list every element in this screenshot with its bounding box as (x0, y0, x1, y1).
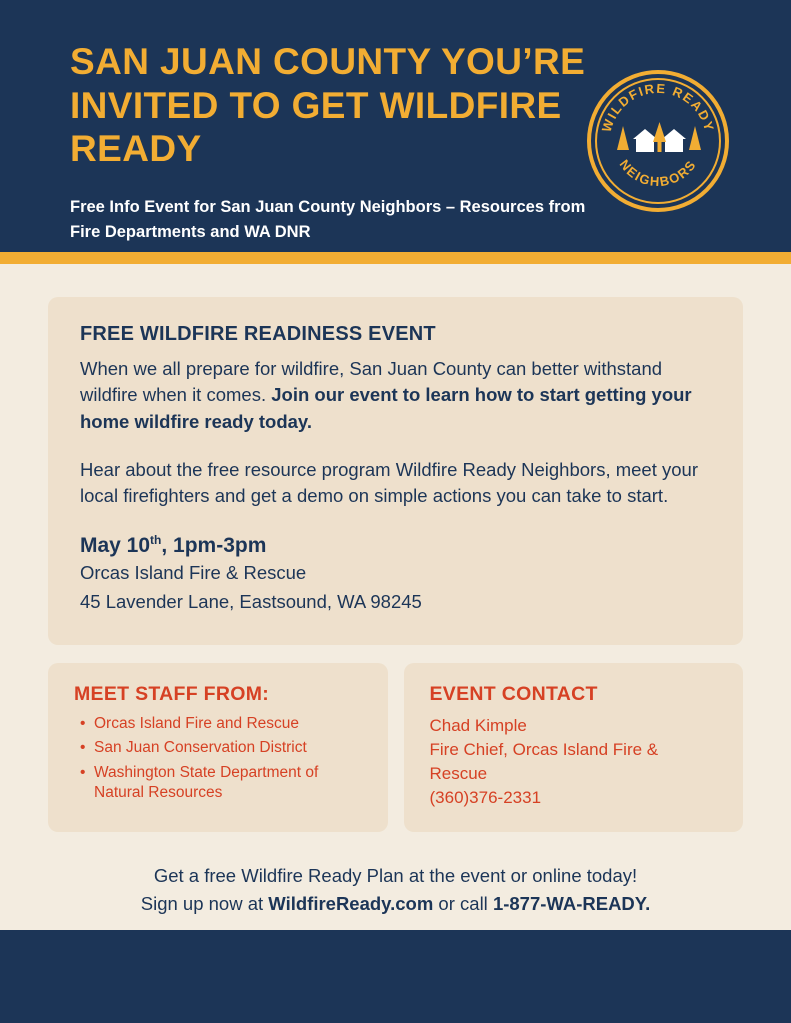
wildfire-ready-neighbors-seal-icon (587, 70, 729, 212)
contact-phone[interactable]: (360)376-2331 (429, 788, 542, 808)
gold-divider (0, 252, 791, 264)
main-content (0, 297, 791, 918)
cta-line-1: Get a free Wildfire Ready Plan at the event or online today! (153, 865, 638, 887)
event-venue: Orcas Island Fire & Rescue (80, 562, 307, 584)
contact-card-title: EVENT CONTACT (429, 682, 598, 705)
svg-text:WILDFIRE READY: WILDFIRE READY (598, 80, 718, 134)
header-subtitle: Free Info Event for San Juan County Neighbors – Resources from Fire Departments and WA DNR (70, 197, 586, 241)
header-banner (0, 0, 791, 252)
list-item: • Washington State Department of Natural Resources (94, 763, 362, 804)
cta-line-2 (48, 890, 743, 918)
event-details-card (48, 297, 743, 645)
event-paragraph-1-bold: Join our event to learn how to start getting your home wildfire ready today. (80, 384, 692, 432)
list-item: • San Juan Conservation District (94, 738, 362, 758)
staff-list (74, 714, 362, 804)
page-title: SAN JUAN COUNTY YOU’RE INVITED TO GET WILDFIRE READY (70, 41, 586, 170)
contact-card (404, 663, 744, 833)
footer-band (0, 930, 791, 1023)
call-to-action (48, 862, 743, 918)
staff-card-title: MEET STAFF FROM: (74, 682, 270, 705)
svg-text:NEIGHBORS: NEIGHBORS (616, 156, 700, 190)
event-time: , 1pm-3pm (161, 534, 267, 558)
event-paragraph-2: Hear about the free resource program Wildfire Ready Neighbors, meet your local firefighters and get a demo on simple actions you can take to start. (80, 458, 698, 507)
list-item: • Orcas Island Fire and Rescue (94, 714, 362, 734)
event-date: May 10 (80, 534, 151, 558)
event-date-suffix: th (150, 533, 162, 548)
event-paragraph-1 (80, 356, 711, 435)
contact-name: Chad Kimple (429, 715, 527, 735)
staff-card (48, 663, 388, 833)
cta-prefix: Sign up now at (140, 893, 269, 915)
contact-role: Fire Chief, Orcas Island Fire & Rescue (429, 739, 659, 784)
cta-phone-number[interactable]: 1-877-WA-READY. (492, 893, 651, 915)
event-datetime (80, 533, 711, 558)
cta-website-link[interactable]: WildfireReady.com (268, 893, 434, 915)
event-paragraph-1-plain: When we all prepare for wildfire, San Juan County can better withstand wildfire when it comes. (80, 358, 663, 406)
event-address: 45 Lavender Lane, Eastsound, WA 98245 (80, 590, 422, 612)
cta-mid: or call (433, 893, 493, 915)
info-columns (48, 663, 743, 833)
event-card-title: FREE WILDFIRE READINESS EVENT (80, 323, 436, 345)
